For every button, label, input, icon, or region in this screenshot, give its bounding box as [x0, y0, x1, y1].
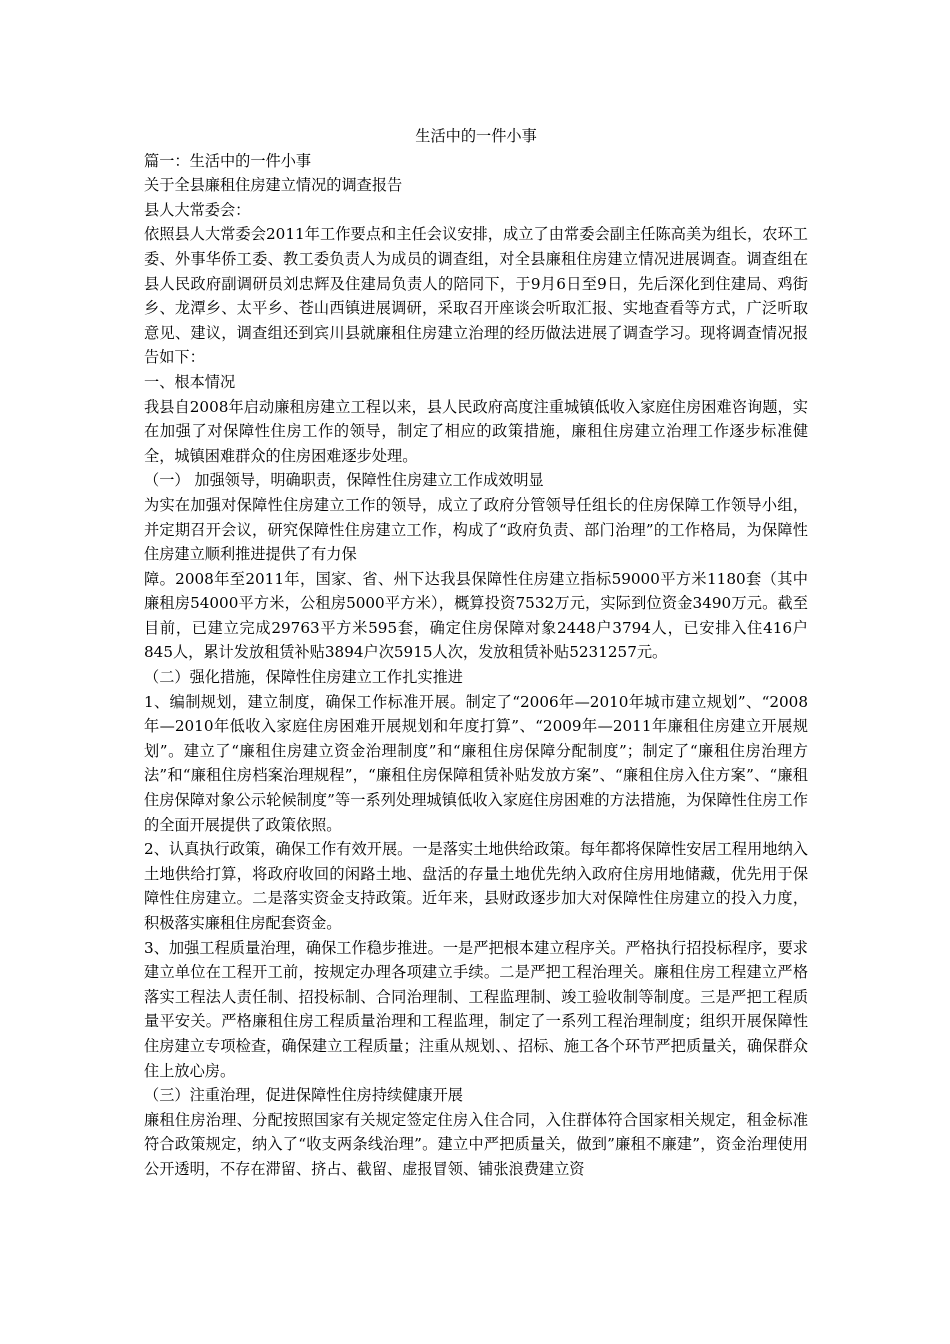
sub1-paragraph-b: 障。2008年至2011年，国家、省、州下达我县保障性住房建立指标59000平方米1180套（其中廉租房54000平方米，公租房5000平方米），概算投资7532万元，实际到位资金3490万元。截至目前，已建立完成29763平方米595套，确定住房保障对象2448户3794人，已安排入住416户845人，累计发放租赁补贴3894户次5915人次，发放租赁补贴5231257元。	[144, 569, 808, 662]
sub2-heading: （二）强化措施，保障性住房建立工作扎实推进	[144, 668, 463, 687]
sub2-item-1: 1、编制规划，建立制度，确保工作标准开展。制定了“2006年—2010年城市建立规划”、“2008年—2010年低收入家庭住房困难开展规划和年度打算”、“2009年—2011年廉租住房建立开展规划”。建立了“廉租住房建立资金治理制度”和“廉租住房保障分配制度”；制定了“廉租住房治理方法”和“廉租住房档案治理规程”，“廉租住房保障租赁补贴发放方案”、“廉租住房入住方案”、“廉租住房保障对象公示轮候制度”等一系列处理城镇低收入家庭住房困难的方法措施，为保障性住房工作的全面开展提供了政策依照。	[144, 692, 808, 834]
sub1-heading: （一） 加强领导，明确职责，保障性住房建立工作成效明显	[144, 471, 544, 490]
sub2-item-3: 3、加强工程质量治理，确保工作稳步推进。一是严把根本建立程序关。严格执行招投标程序，要求建立单位在工程开工前，按规定办理各项建立手续。二是严把工程治理关。廉租住房工程建立严格落实工程法人责任制、招投标制、合同治理制、工程监理制、竣工验收制等制度。三是严把工程质量平安关。严格廉租住房工程质量治理和工程监理，制定了一系列工程治理制度；组织开展保障性住房建立专项检查，确保建立工程质量；注重从规划、、招标、施工各个环节严把质量关，确保群众住上放心房。	[144, 938, 808, 1080]
sub3-paragraph: 廉租住房治理、分配按照国家有关规定签定住房入住合同，入住群体符合国家相关规定，租金标准符合政策规定，纳入了“收支两条线治理”。建立中严把质量关，做到”廉租不廉建”，资金治理使用公开透明，不存在滞留、挤占、截留、虚报冒领、铺张浪费建立资	[144, 1110, 808, 1178]
document-title: 生活中的一件小事	[415, 127, 537, 145]
sub1-paragraph-a: 为实在加强对保障性住房建立工作的领导，成立了政府分管领导任组长的住房保障工作领导小组，并定期召开会议，研究保障性住房建立工作，构成了“政府负责、部门治理”的工作格局，为保障性住房建立顺利推进提供了有力保	[144, 495, 808, 564]
heading-piece: 篇一：生活中的一件小事	[144, 151, 312, 170]
report-title: 关于全县廉租住房建立情况的调查报告	[144, 176, 403, 195]
sub3-heading: （三）注重治理，促进保障性住房持续健康开展	[144, 1086, 463, 1105]
section1-heading: 一、根本情况	[144, 372, 236, 391]
intro-paragraph: 依照县人大常委会2011年工作要点和主任会议安排，成立了由常委会副主任陈高美为组长，农环工委、外事华侨工委、教工委负责人为成员的调查组，对全县廉租住房建立情况进展调查。调查组在县人民政府副调研员刘忠辉及住建局负责人的陪同下，于9月6日至9日，先后深化到住建局、鸡街乡、龙潭乡、太平乡、苍山西镇进展调研，采取召开座谈会听取汇报、实地查看等方式，广泛听取意见、建议，调查组还到宾川县就廉租住房建立治理的经历做法进展了调查学习。现将调查情况报告如下：	[144, 225, 808, 367]
section1-paragraph: 我县自2008年启动廉租房建立工程以来，县人民政府高度注重城镇低收入家庭住房困难咨询题，实在加强了对保障性住房工作的领导，制定了相应的政策措施，廉租住房建立治理工作逐步标准健全，城镇困难群众的住房困难逐步处理。	[144, 397, 808, 465]
addressee: 县人大常委会：	[144, 200, 251, 219]
sub2-item-2: 2、认真执行政策，确保工作有效开展。一是落实土地供给政策。每年都将保障性安居工程用地纳入土地供给打算，将政府收回的闲路土地、盘活的存量土地优先纳入政府住房用地储藏，优先用于保障性住房建立。二是落实资金支持政策。近年来，县财政逐步加大对保障性住房建立的投入力度，积极落实廉租住房配套资金。	[144, 840, 808, 932]
document-page	[144, 124, 808, 1182]
